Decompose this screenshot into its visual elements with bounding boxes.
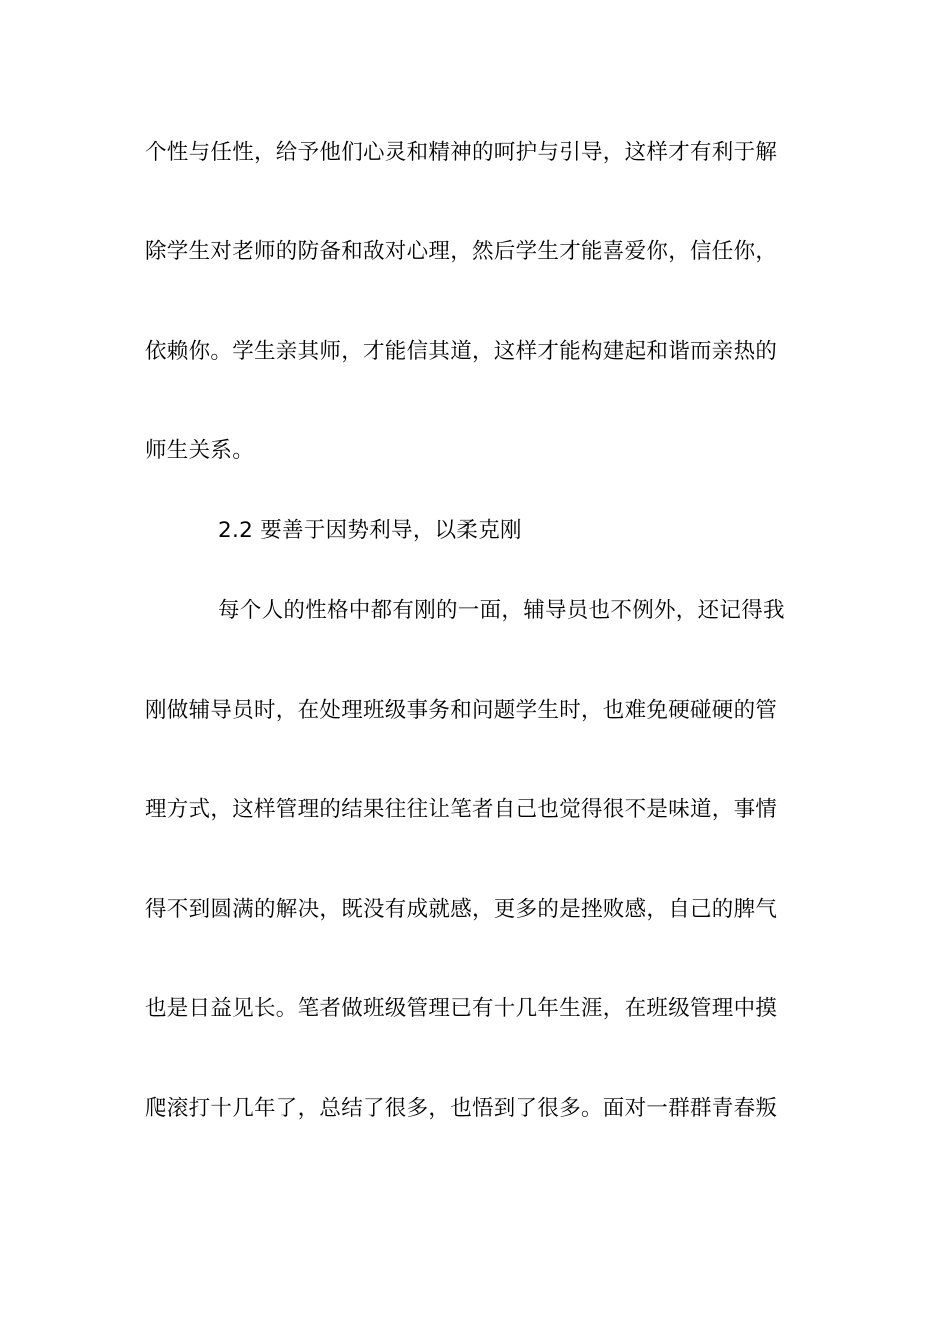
paragraph-line: 得不到圆满的解决，既没有成就感，更多的是挫败感，自己的脾气 (145, 897, 778, 922)
paragraph-line: 每个人的性格中都有刚的一面，辅导员也不例外，还记得我 (218, 598, 785, 623)
section-heading: 2.2 要善于因势利导，以柔克刚 (218, 518, 522, 543)
paragraph-line: 依赖你。学生亲其师，才能信其道，这样才能构建起和谐而亲热的 (145, 339, 778, 364)
paragraph-line: 也是日益见长。笔者做班级管理已有十几年生涯，在班级管理中摸 (145, 996, 778, 1021)
paragraph-line: 个性与任性，给予他们心灵和精神的呵护与引导，这样才有利于解 (145, 140, 778, 165)
paragraph-line: 爬滚打十几年了，总结了很多，也悟到了很多。面对一群群青春叛 (145, 1096, 778, 1121)
paragraph-line: 除学生对老师的防备和敌对心理，然后学生才能喜爱你，信任你， (145, 239, 778, 264)
paragraph-line: 理方式，这样管理的结果往往让笔者自己也觉得很不是味道，事情 (145, 797, 778, 822)
paragraph-line: 师生关系。 (145, 438, 255, 463)
paragraph-line: 刚做辅导员时，在处理班级事务和问题学生时，也难免硬碰硬的管 (145, 698, 778, 723)
